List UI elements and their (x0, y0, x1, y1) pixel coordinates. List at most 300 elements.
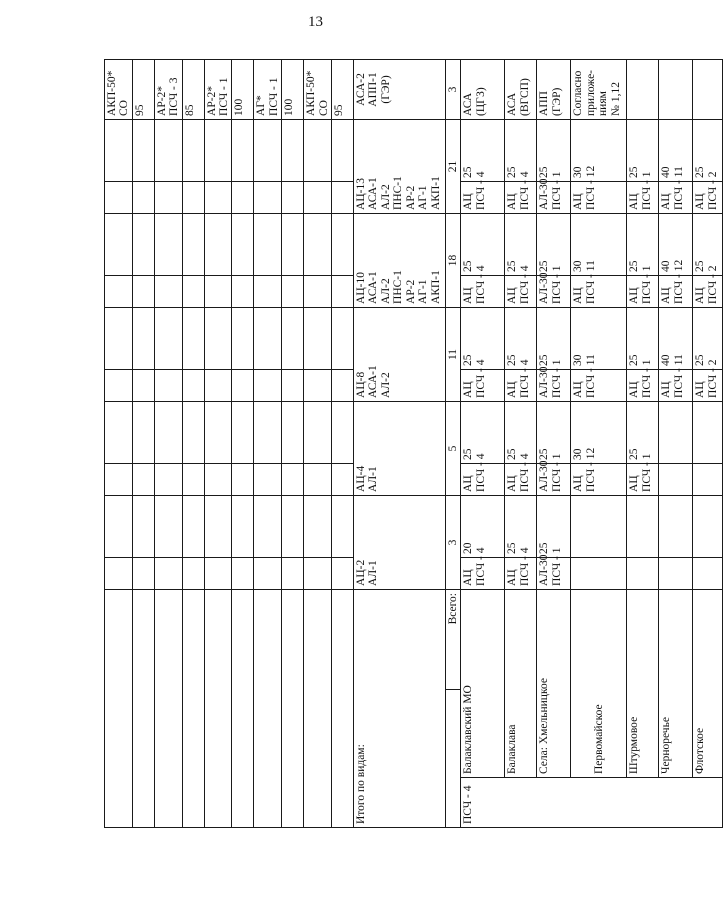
equipment-cell (537, 59, 571, 119)
summary-group-cell (354, 270, 446, 307)
header-row (182, 59, 204, 827)
header-blank-cell (304, 307, 332, 369)
time-cell: 25 (505, 307, 537, 369)
time-cell (693, 401, 723, 463)
header-blank-cell (254, 589, 282, 827)
summary-group-text: АЦ-2 (355, 559, 368, 586)
equipment-text: ПСЧ - 11 (584, 354, 597, 398)
equipment-cell (627, 557, 659, 589)
header-blank-cell (332, 401, 354, 463)
equipment-text: ПСЧ - 4 (474, 359, 487, 398)
summary-group-text: АЛ-2 (379, 278, 392, 304)
equipment-text: АЦ (660, 287, 673, 304)
header-entry-text: АР-2* (205, 85, 218, 116)
summary-group-text: АКП-1 (429, 176, 442, 210)
header-row (232, 59, 254, 827)
summary-label-cell (354, 589, 446, 827)
table-row (461, 59, 505, 827)
header-blank-cell (132, 401, 154, 463)
time-cell: 25 (693, 213, 723, 275)
summary-group-text: ПНС-1 (392, 270, 405, 304)
equipment-text: ниям (597, 91, 610, 116)
totals-label-cell (446, 589, 461, 689)
header-blank-cell (132, 495, 154, 557)
header-blank-cell (204, 213, 232, 275)
header-entry-text: АГ* (255, 95, 268, 116)
header-blank-cell (204, 589, 232, 827)
summary-group-text: АСА-1 (367, 271, 380, 304)
summary-blank-cell (354, 401, 446, 463)
equipment-text: приложе- (584, 69, 597, 116)
header-blank-cell (154, 495, 182, 557)
header-blank-cell (282, 463, 304, 495)
time-cell (659, 495, 693, 557)
header-entry-cell (204, 59, 232, 119)
summary-group-cell (354, 59, 446, 119)
settlement-name: Балаклавский МО (461, 589, 505, 777)
header-blank-cell (332, 119, 354, 181)
equipment-text: АЦ (462, 287, 475, 304)
header-entry-text: СО (317, 100, 330, 116)
header-blank-cell (132, 557, 154, 589)
equipment-text: ПСЧ - 12 (672, 259, 685, 304)
header-blank-cell (182, 557, 204, 589)
header-blank-cell (132, 589, 154, 827)
header-blank-cell (282, 119, 304, 181)
summary-blank-cell (354, 213, 446, 275)
equipment-text: АЦ (506, 287, 519, 304)
header-blank-cell (282, 401, 304, 463)
header-blank-cell (154, 589, 182, 827)
header-blank-cell (182, 369, 204, 401)
header-blank-cell (304, 119, 332, 181)
header-blank-cell (204, 307, 232, 369)
time-cell: 25 (627, 401, 659, 463)
summary-group-text: АЛ-1 (367, 560, 380, 586)
total-value: 5 (446, 401, 461, 495)
summary-group-text: АКП-1 (429, 270, 442, 304)
summary-group-cell (354, 176, 446, 213)
header-blank-cell (332, 369, 354, 401)
header-blank-cell (232, 275, 254, 307)
time-cell: 40 (659, 307, 693, 369)
header-row (154, 59, 182, 827)
header-entry-text: 95 (133, 104, 146, 116)
equipment-text: ПСЧ - 4 (518, 171, 531, 210)
table-row (537, 59, 571, 827)
equipment-text: ПСЧ - 4 (518, 453, 531, 492)
summary-group-text: АСА-2 (355, 73, 368, 106)
header-blank-cell (282, 275, 304, 307)
header-blank-cell (154, 401, 182, 463)
unit-cell: ПСЧ - 4 (461, 778, 723, 828)
equipment-text: АЦ (628, 287, 641, 304)
header-blank-cell (232, 401, 254, 463)
settlement-name: Первомайское (571, 589, 627, 777)
header-entry-cell (132, 59, 154, 119)
header-blank-cell (154, 307, 182, 369)
table-row (659, 59, 693, 827)
header-blank-cell (304, 401, 332, 463)
equipment-cell (693, 59, 723, 119)
equipment-text: ПСЧ - 1 (640, 359, 653, 398)
header-row (204, 59, 232, 827)
header-blank-cell (132, 119, 154, 181)
header-blank-cell (232, 213, 254, 275)
header-blank-cell (154, 181, 182, 213)
summary-group-text: АЦ-4 (355, 465, 368, 492)
equipment-text: Согласно (572, 70, 585, 116)
summary-blank-cell (354, 119, 446, 181)
header-blank-cell (232, 463, 254, 495)
equipment-text: АЦ (660, 381, 673, 398)
equipment-text: АЦ (572, 381, 585, 398)
equipment-text: АЦ (628, 193, 641, 210)
equipment-text: (ЦГЗ) (474, 87, 487, 116)
totals-label: Всего: (447, 592, 460, 625)
equipment-text: АЦ (572, 193, 585, 210)
equipment-text: ПСЧ - 1 (550, 453, 563, 492)
header-blank-cell (232, 589, 254, 827)
time-cell: 25 (505, 119, 537, 181)
header-blank-cell (304, 275, 332, 307)
header-blank-cell (304, 181, 332, 213)
time-cell: 30 (571, 213, 627, 275)
equipment-text: ПСЧ - 4 (518, 547, 531, 586)
equipment-text: (ВГСП) (518, 78, 531, 116)
equipment-cell (693, 463, 723, 495)
header-blank-cell (182, 495, 204, 557)
time-cell: 25 (537, 495, 571, 557)
time-cell: 25 (461, 119, 505, 181)
equipment-text: АСА (506, 92, 519, 116)
total-value: 21 (446, 119, 461, 213)
header-entry-cell (154, 59, 182, 119)
header-blank-cell (254, 369, 282, 401)
settlement-name: Флотское (693, 589, 723, 777)
header-blank-cell (232, 495, 254, 557)
header-blank-cell (254, 119, 282, 181)
header-entry-text: 100 (283, 98, 296, 116)
totals-blank-cell (446, 690, 461, 828)
header-entry-cell (282, 59, 304, 119)
table-row (627, 59, 659, 827)
time-cell: 25 (505, 401, 537, 463)
header-blank-cell (132, 275, 154, 307)
header-blank-cell (132, 181, 154, 213)
time-cell: 40 (659, 119, 693, 181)
header-blank-cell (332, 557, 354, 589)
equipment-cell (659, 59, 693, 119)
summary-group-text: ПНС-1 (392, 176, 405, 210)
header-blank-cell (132, 213, 154, 275)
equipment-text: ПСЧ - 4 (474, 453, 487, 492)
header-blank-cell (232, 557, 254, 589)
equipment-text: АЦ (660, 193, 673, 210)
equipment-text: АЛ-30 (538, 272, 551, 304)
header-blank-cell (182, 119, 204, 181)
header-blank-cell (304, 213, 332, 275)
equipment-text: АЛ-30 (538, 178, 551, 210)
equipment-text: ПСЧ - 1 (640, 171, 653, 210)
header-blank-cell (105, 589, 133, 827)
table-row (505, 59, 537, 827)
equipment-text: ПСЧ - 11 (584, 260, 597, 304)
header-blank-cell (254, 463, 282, 495)
equipment-text: АЛ-30 (538, 366, 551, 398)
header-blank-cell (282, 495, 304, 557)
equipment-text: АЦ (462, 193, 475, 210)
equipment-text: ПСЧ - 4 (474, 547, 487, 586)
equipment-text: АЦ (572, 287, 585, 304)
header-blank-cell (105, 369, 133, 401)
equipment-text: ПСЧ - 12 (584, 165, 597, 210)
time-cell: 25 (537, 307, 571, 369)
equipment-text: АЦ (506, 475, 519, 492)
header-blank-cell (304, 463, 332, 495)
time-cell: 25 (461, 213, 505, 275)
summary-group-text: АР-2 (404, 279, 417, 304)
header-blank-cell (105, 275, 133, 307)
header-entry-text: АР-2* (155, 85, 168, 116)
header-row (254, 59, 282, 827)
header-blank-cell (182, 275, 204, 307)
header-blank-cell (332, 213, 354, 275)
header-blank-cell (182, 401, 204, 463)
equipment-text: ПСЧ - 4 (474, 171, 487, 210)
header-blank-cell (254, 275, 282, 307)
time-cell: 30 (571, 401, 627, 463)
equipment-text: АЦ (462, 569, 475, 586)
equipment-text: АЦ (694, 381, 707, 398)
equipment-text: АЦ (462, 475, 475, 492)
time-cell: 25 (505, 495, 537, 557)
time-cell: 25 (537, 119, 571, 181)
header-blank-cell (132, 369, 154, 401)
equipment-text: АЦ (462, 381, 475, 398)
summary-group-text: (ГЭР) (379, 75, 392, 104)
header-blank-cell (282, 213, 304, 275)
header-blank-cell (182, 463, 204, 495)
header-blank-cell (232, 119, 254, 181)
summary-label: Итого по видам: (355, 744, 368, 824)
header-entry-text: 100 (233, 98, 246, 116)
equipment-text: ПСЧ - 11 (672, 166, 685, 210)
header-blank-cell (154, 463, 182, 495)
equipment-text: АПП (538, 91, 551, 116)
summary-group-text: АЦ-8 (355, 371, 368, 398)
equipment-text: АЦ (506, 381, 519, 398)
summary-group-text: АПП-1 (367, 72, 380, 107)
header-blank-cell (105, 307, 133, 369)
header-blank-cell (154, 369, 182, 401)
header-blank-cell (304, 589, 332, 827)
header-entry-cell (254, 59, 282, 119)
equipment-cell (571, 59, 627, 119)
time-cell: 25 (693, 307, 723, 369)
settlement-name: Штурмовое (627, 589, 659, 777)
header-blank-cell (154, 275, 182, 307)
equipment-cell (659, 557, 693, 589)
header-blank-cell (282, 557, 304, 589)
equipment-cell (571, 557, 627, 589)
total-value: 11 (446, 307, 461, 401)
header-entry-cell (304, 59, 332, 119)
header-blank-cell (154, 119, 182, 181)
equipment-cell (659, 463, 693, 495)
equipment-text: ПСЧ - 4 (518, 359, 531, 398)
time-cell (659, 401, 693, 463)
header-entry-cell (105, 59, 133, 119)
equipment-text: АЦ (506, 193, 519, 210)
totals-row (446, 59, 461, 827)
header-blank-cell (105, 463, 133, 495)
header-blank-cell (154, 557, 182, 589)
equipment-cell (461, 59, 505, 119)
summary-blank-cell (354, 495, 446, 557)
header-blank-cell (204, 463, 232, 495)
summary-group-text: АЦ-10 (355, 272, 368, 304)
time-cell (571, 495, 627, 557)
header-blank-cell (254, 401, 282, 463)
header-blank-cell (204, 369, 232, 401)
header-entry-text: 85 (183, 104, 196, 116)
page-number: 13 (308, 14, 323, 30)
equipment-text: АЦ (628, 381, 641, 398)
header-blank-cell (254, 557, 282, 589)
header-blank-cell (182, 307, 204, 369)
equipment-text: АЦ (572, 475, 585, 492)
equipment-text: ПСЧ - 4 (474, 265, 487, 304)
header-blank-cell (254, 495, 282, 557)
header-row (332, 59, 354, 827)
header-entry-text: СО (118, 100, 131, 116)
equipment-text: ПСЧ - 1 (550, 359, 563, 398)
equipment-text: ПСЧ - 1 (550, 171, 563, 210)
header-entry-text: ПСЧ - 3 (168, 77, 181, 116)
header-blank-cell (154, 213, 182, 275)
header-entry-cell (182, 59, 204, 119)
header-entry-text: 95 (333, 104, 346, 116)
header-blank-cell (254, 307, 282, 369)
time-cell: 25 (627, 119, 659, 181)
header-blank-cell (204, 181, 232, 213)
header-blank-cell (105, 213, 133, 275)
equipment-text: АЦ (506, 569, 519, 586)
equipment-text: (ГЭР) (550, 87, 563, 116)
header-row (105, 59, 133, 827)
equipment-text: ПСЧ - 2 (706, 171, 719, 210)
header-blank-cell (182, 589, 204, 827)
header-blank-cell (132, 463, 154, 495)
header-blank-cell (105, 119, 133, 181)
header-blank-cell (332, 307, 354, 369)
summary-group-text: АГ-1 (417, 279, 430, 304)
time-cell: 20 (461, 495, 505, 557)
time-cell: 25 (461, 401, 505, 463)
header-blank-cell (282, 369, 304, 401)
header-blank-cell (304, 557, 332, 589)
time-cell: 25 (461, 307, 505, 369)
time-cell: 25 (505, 213, 537, 275)
header-blank-cell (304, 495, 332, 557)
header-blank-cell (204, 275, 232, 307)
summary-group-text: АЛ-2 (379, 184, 392, 210)
header-blank-cell (132, 307, 154, 369)
equipment-text: ПСЧ - 2 (706, 359, 719, 398)
header-blank-cell (105, 401, 133, 463)
summary-row (354, 59, 446, 827)
summary-group-text: АСА-1 (367, 177, 380, 210)
summary-blank-cell (354, 307, 446, 369)
equipment-text: ПСЧ - 2 (706, 265, 719, 304)
header-entry-cell (232, 59, 254, 119)
equipment-text: ПСЧ - 4 (518, 265, 531, 304)
header-blank-cell (254, 213, 282, 275)
equipment-text: № 1,12 (609, 82, 622, 116)
equipment-text: АЦ (694, 193, 707, 210)
summary-group-cell (354, 365, 446, 401)
equipment-text: АЦ (694, 287, 707, 304)
header-entry-text: АКП-50* (106, 70, 118, 116)
header-blank-cell (105, 557, 133, 589)
header-blank-cell (254, 181, 282, 213)
header-row (304, 59, 332, 827)
header-blank-cell (204, 495, 232, 557)
header-blank-cell (105, 181, 133, 213)
time-cell: 25 (627, 213, 659, 275)
header-entry-cell (332, 59, 354, 119)
header-blank-cell (204, 401, 232, 463)
dispatch-schedule-table (104, 59, 723, 828)
equipment-text: ПСЧ - 1 (640, 265, 653, 304)
header-blank-cell (332, 495, 354, 557)
summary-group-text: АЦ-13 (355, 178, 368, 210)
header-blank-cell (282, 589, 304, 827)
header-row (132, 59, 154, 827)
header-blank-cell (282, 181, 304, 213)
header-blank-cell (332, 181, 354, 213)
equipment-text: АЦ (628, 475, 641, 492)
summary-group-cell (354, 557, 446, 589)
equipment-text: ПСЧ - 11 (672, 354, 685, 398)
equipment-text: ПСЧ - 1 (550, 265, 563, 304)
settlement-name: Черноречье (659, 589, 693, 777)
time-cell: 30 (571, 307, 627, 369)
header-blank-cell (204, 557, 232, 589)
summary-group-text: АСА-1 (367, 365, 380, 398)
equipment-text: ПСЧ - 12 (584, 447, 597, 492)
header-blank-cell (304, 369, 332, 401)
header-blank-cell (105, 495, 133, 557)
table-row (571, 59, 627, 827)
total-value: 3 (446, 59, 461, 119)
header-blank-cell (232, 369, 254, 401)
header-entry-text: ПСЧ - 1 (267, 77, 280, 116)
equipment-cell (505, 59, 537, 119)
header-blank-cell (332, 589, 354, 827)
header-blank-cell (232, 307, 254, 369)
header-entry-text: АКП-50* (305, 70, 318, 116)
equipment-text: ПСЧ - 1 (550, 547, 563, 586)
total-value: 3 (446, 495, 461, 589)
equipment-text: АЛ-30 (538, 460, 551, 492)
summary-group-text: АГ-1 (417, 185, 430, 210)
settlement-name: Села: Хмельницкое (537, 589, 571, 777)
time-cell: 30 (571, 119, 627, 181)
summary-group-text: АЛ-1 (367, 466, 380, 492)
time-cell: 40 (659, 213, 693, 275)
